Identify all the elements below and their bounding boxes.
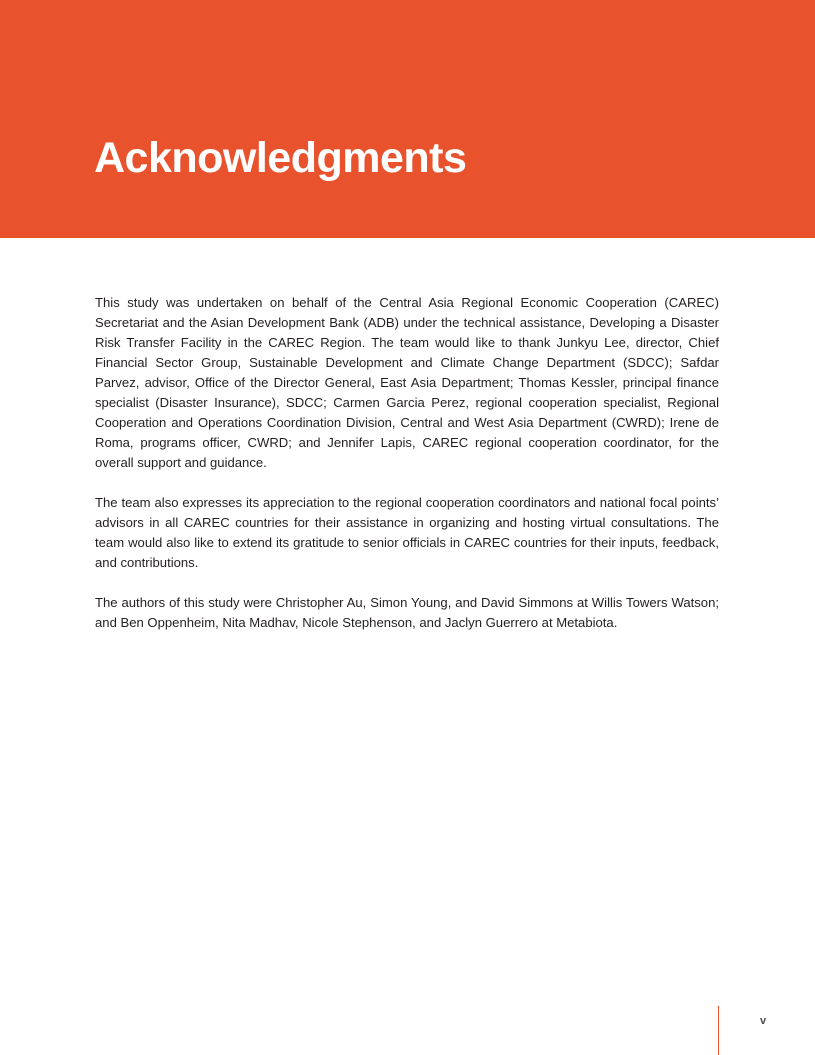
paragraph-authors: The authors of this study were Christopher Au, Simon Young, and David Simmons at Willis Towers Watson; and Ben Oppenheim, Nita Madhav, Nicole Stephenson, and Jaclyn Guerrero at Metabiota.	[95, 595, 719, 630]
paragraph-scope-and-thanks: This study was undertaken on behalf of the Central Asia Regional Economic Cooperation (CAREC) Secretariat and the Asian Development Bank (ADB) under the technical assistance, Developing a Disaster Risk Transfer Facility in the CAREC Region. The team would like to thank Junkyu Lee, director, Chief Financial Sector Group, Sustainable Development and Climate Change Department (SDCC); Safdar Parvez, advisor, Office of the Director General, East Asia Department; Thomas Kessler, principal finance specialist (Disaster Insurance), SDCC; Carmen Garcia Perez, regional cooperation specialist, Regional Cooperation and Operations Coordination Division, Central and West Asia Department (CWRD); Irene de Roma, programs officer, CWRD; and Jennifer Lapis, CAREC regional cooperation coordinator, for the overall support and guidance.	[95, 295, 719, 470]
paragraph-appreciation: The team also expresses its appreciation to the regional cooperation coordinators and national focal points’ advisors in all CAREC countries for their assistance in organizing and hosting virtual consultations. The team would also like to extend its gratitude to senior officials in CAREC countries for their inputs, feedback, and contributions.	[95, 495, 719, 570]
body-text	[95, 293, 719, 653]
page-number: v	[760, 1015, 767, 1027]
header-band	[0, 0, 815, 238]
footer-divider	[718, 1006, 719, 1055]
page-title: Acknowledgments	[94, 134, 467, 182]
